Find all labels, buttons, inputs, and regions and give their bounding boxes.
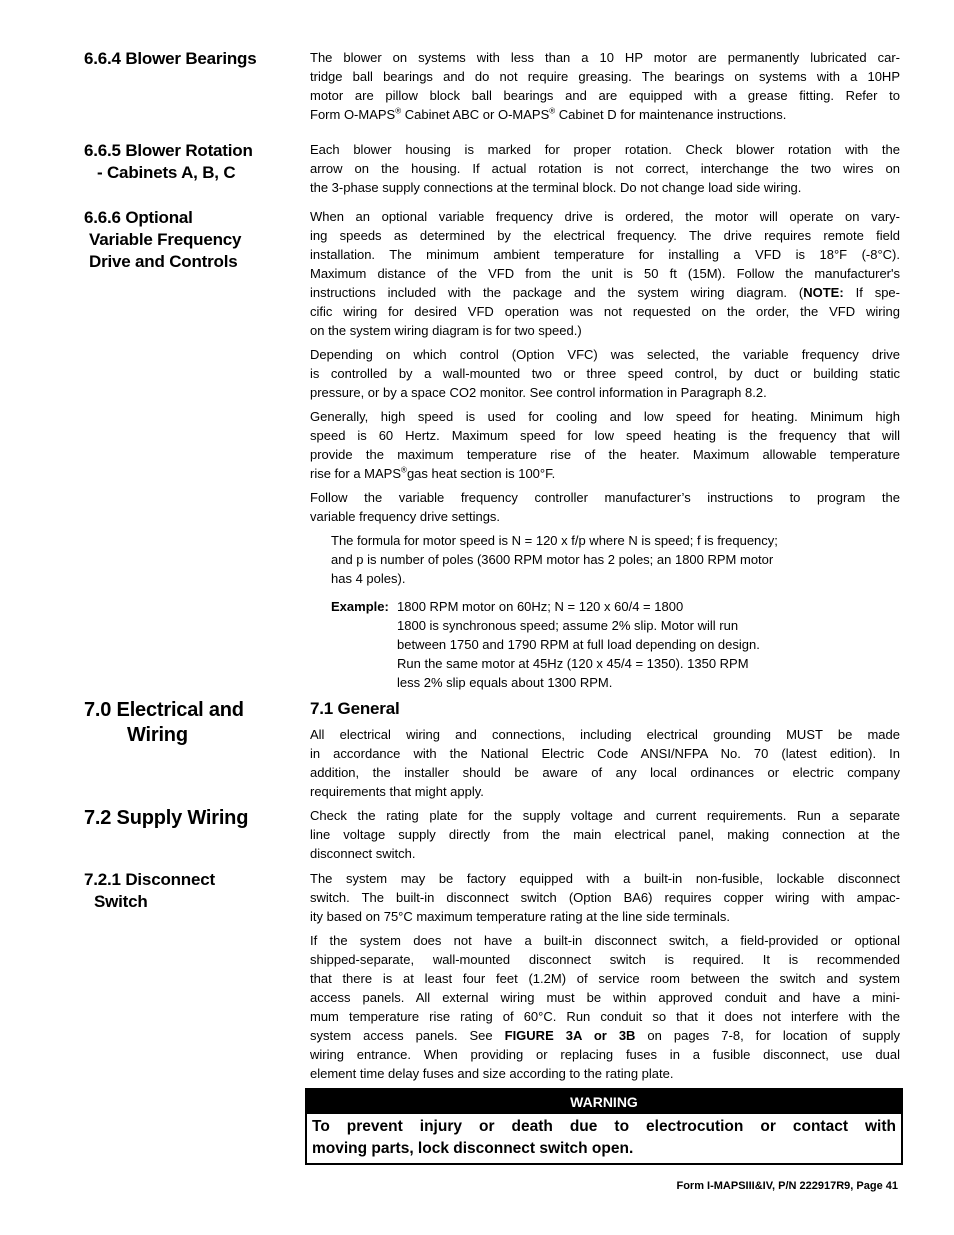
paragraph-disconnect-builtin: [310, 869, 900, 926]
text-line: [310, 1026, 900, 1045]
text-line: moving parts, lock disconnect switch open.: [312, 1140, 634, 1157]
text-line: Follow the variable frequency controller manufacturer’s instructions to program the: [310, 490, 900, 505]
text-line: shipped-separate, wall-mounted disconnect switch is required. It is recommended: [310, 952, 900, 967]
text-line: the 3-phase supply connections at the terminal block. Do not change load side wiring.: [310, 180, 802, 195]
heading-line: - Cabinets A, B, C: [97, 163, 236, 182]
text-line: disconnect switch.: [310, 846, 416, 861]
text-line: in accordance with the National Electric Code ANSI/NFPA No. 70 (latest edition). In: [310, 746, 900, 761]
text-line: [310, 283, 900, 302]
text-line: switch. The built-in disconnect switch (Option BA6) requires copper wiring with ampac-: [310, 890, 900, 905]
heading-line: Switch: [94, 892, 148, 911]
text-line: If the system does not have a built-in disconnect switch, a field-provided or optional: [310, 933, 900, 948]
paragraph-vfd-speeds: [310, 407, 900, 483]
text-line: between 1750 and 1790 RPM at full load depending on design.: [397, 637, 760, 652]
text-segment: on pages 7-8, for location of supply: [635, 1028, 901, 1043]
section-6-6-4: [84, 48, 898, 124]
text-segment: rise for a MAPS: [310, 466, 402, 481]
heading-line: Variable Frequency: [89, 230, 242, 249]
text-line: access panels. All external wiring must be within approved conduit and have a mini-: [310, 990, 900, 1005]
paragraph-general: [310, 725, 900, 801]
text-line: Generally, high speed is used for cooling and low speed for heating. Minimum high: [310, 409, 900, 424]
heading-line: Wiring: [127, 724, 188, 746]
example-block: [331, 597, 900, 692]
registered-trademark-symbol: ®: [395, 106, 402, 116]
section-7-2: [84, 806, 898, 863]
text-line: Depending on which control (Option VFC) was selected, the variable frequency drive: [310, 347, 900, 362]
paragraph-motor-speed-formula: [331, 531, 801, 588]
warning-title: WARNING: [307, 1090, 901, 1114]
section-7-0: [84, 698, 898, 801]
text-line: addition, the installer should be aware of any local ordinances or electric company: [310, 765, 900, 780]
registered-trademark-symbol: ®: [401, 465, 407, 475]
text-line: speed is 60 Hertz. Maximum speed for low speed heating is the frequency that will: [310, 428, 900, 443]
text-line: The blower on systems with less than a 10 HP motor are permanently lubricated car-: [310, 50, 900, 65]
text-line: and p is number of poles (3600 RPM motor has 2 poles; an 1800 RPM motor: [331, 552, 774, 567]
heading-6-6-4: 6.6.4 Blower Bearings: [84, 49, 257, 68]
text-line: has 4 poles).: [331, 571, 406, 586]
text-segment: gas heat section is 100°F.: [406, 466, 556, 481]
text-line: [310, 464, 900, 483]
page-footer: Form I-MAPSIII&IV, P/N 222917R9, Page 41: [676, 1180, 898, 1192]
paragraph-vfd-program: [310, 488, 900, 526]
warning-text: [307, 1114, 901, 1163]
text-line: line voltage supply directly from the main electrical panel, making connection at the: [310, 827, 900, 842]
text-line: pressure, or by a space CO2 monitor. See control information in Paragraph 8.2.: [310, 385, 767, 400]
text-line: element time delay fuses and size according to the rating plate.: [310, 1066, 674, 1081]
text-line: tridge ball bearings and do not require greasing. The bearings on systems with a 10HP: [310, 69, 900, 84]
text-line: that there is at least four feet (1.2M) of service room between the switch and system: [310, 971, 900, 986]
text-line: on the system wiring diagram is for two speed.): [310, 323, 582, 338]
text-line: motor are pillow block ball bearings and are equipped with a grease fitting. Refer to: [310, 88, 900, 103]
text-line: requirements that might apply.: [310, 784, 484, 799]
heading-7-2: 7.2 Supply Wiring: [84, 807, 249, 829]
section-6-6-5: [84, 140, 898, 197]
text-line: The formula for motor speed is N = 120 x f/p where N is speed; f is frequency;: [331, 533, 778, 548]
text-segment: Cabinet D for maintenance instructions.: [555, 107, 787, 122]
text-line: Check the rating plate for the supply voltage and current requirements. Run a separate: [310, 808, 900, 823]
heading-6-6-5: [84, 140, 310, 184]
text-line: The system may be factory equipped with a built-in non-fusible, lockable disconnect: [310, 871, 900, 886]
text-segment: system access panels. See: [310, 1028, 505, 1043]
text-line: ity based on 75°C maximum temperature rating at the line side terminals.: [310, 909, 730, 924]
text-line: When an optional variable frequency drive is ordered, the motor will operate on vary-: [310, 209, 900, 224]
text-line: Maximum distance of the VFD from the unit is 50 ft (15M). Follow the manufacturer's: [310, 266, 900, 281]
warning-box: [305, 1088, 903, 1165]
paragraph-vfd-control: [310, 345, 900, 402]
heading-line: 6.6.5 Blower Rotation: [84, 141, 253, 160]
section-6-6-6: [84, 207, 898, 692]
heading-6-6-6: [84, 207, 310, 273]
heading-line: 7.0 Electrical and: [84, 699, 244, 721]
text-line: All electrical wiring and connections, including electrical grounding MUST be made: [310, 727, 900, 742]
heading-line: 6.6.6 Optional: [84, 208, 193, 227]
text-line: mum temperature rise rating of 60°C. Run conduit so that it does not interfere with the: [310, 1009, 900, 1024]
text-line: provide the maximum temperature rise of the heater. Maximum allowable temperature: [310, 447, 900, 462]
example-label: Example:: [331, 599, 389, 614]
text-line: Run the same motor at 45Hz (120 x 45/4 = 1350). 1350 RPM: [397, 656, 749, 671]
heading-line: 7.2.1 Disconnect: [84, 870, 215, 889]
paragraph-supply-wiring: [310, 806, 900, 863]
text-line: is controlled by a wall-mounted two or three speed control, by duct or building static: [310, 366, 900, 381]
text-line: ing speeds as determined by the electrical frequency. The drive requires remote field: [310, 228, 900, 243]
text-segment: Form O-MAPS: [310, 107, 396, 122]
heading-7-1: 7.1 General: [310, 699, 400, 718]
text-segment: Cabinet ABC or O-MAPS: [401, 107, 550, 122]
text-line: variable frequency drive settings.: [310, 509, 501, 524]
text-segment: If spe-: [843, 285, 900, 300]
text-line: wiring entrance. When providing or replacing fuses in a fusible disconnect, use dual: [310, 1047, 900, 1062]
text-segment: instructions included with the package and the system wiring diagram. (: [310, 285, 804, 300]
text-line: Each blower housing is marked for proper rotation. Check blower rotation with the: [310, 142, 900, 157]
section-7-2-1: [84, 869, 901, 1165]
text-line: cific wiring for desired VFD operation was not requested on the order, the VFD wiring: [310, 304, 900, 319]
text-line: [310, 105, 900, 124]
text-line: 1800 is synchronous speed; assume 2% slip. Motor will run: [397, 618, 739, 633]
text-line: installation. The minimum ambient temperature for installing a VFD is 18°F (-8°C).: [310, 247, 900, 262]
heading-7-0: [84, 698, 310, 748]
heading-line: Drive and Controls: [89, 252, 238, 271]
paragraph-disconnect-field: [310, 931, 900, 1083]
figure-reference: FIGURE 3A or 3B: [504, 1028, 636, 1043]
paragraph-blower-rotation: [310, 140, 900, 197]
example-lines: [397, 597, 760, 692]
text-line: less 2% slip equals about 1300 RPM.: [397, 675, 613, 690]
text-line: 1800 RPM motor on 60Hz; N = 120 x 60/4 = 1800: [397, 599, 684, 614]
heading-7-2-1: [84, 869, 310, 913]
text-line: To prevent injury or death due to electrocution or contact with: [312, 1118, 896, 1135]
note-label: NOTE:: [803, 285, 844, 300]
paragraph-vfd-intro: [310, 207, 900, 340]
registered-trademark-symbol: ®: [549, 106, 556, 116]
text-line: arrow on the housing. If actual rotation is not correct, interchange the two wires on: [310, 161, 900, 176]
paragraph-blower-bearings: [310, 48, 900, 124]
